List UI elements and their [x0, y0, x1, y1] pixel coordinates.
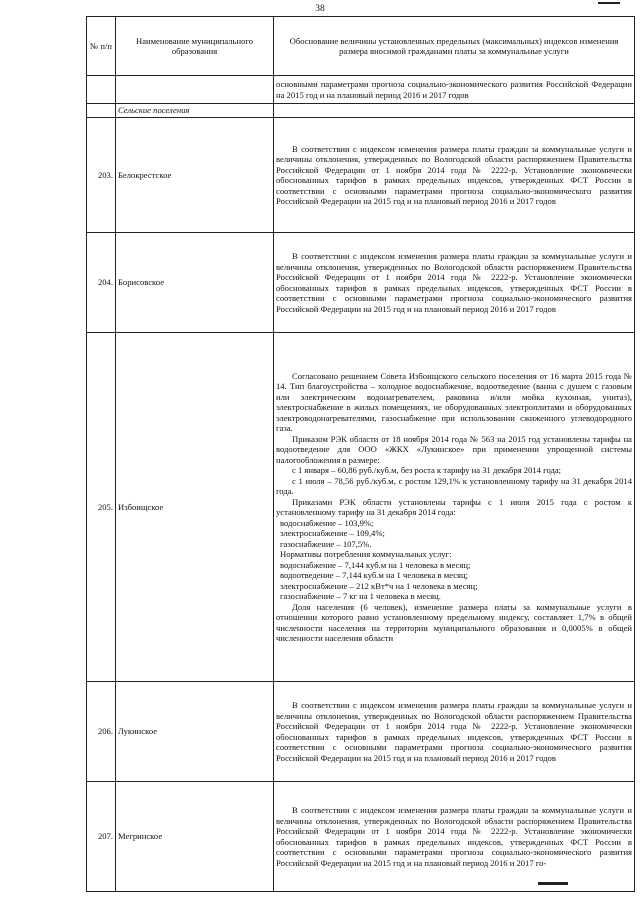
table-row-204 [87, 233, 635, 333]
municipality-name: Мегринское [116, 782, 274, 892]
continuation-paragraph: основными параметрами прогноза социально-экономического развития Российской Федерации на 2015 год и на плановый период 2016 и 2017 годов [276, 79, 632, 100]
row-number: 204. [87, 233, 116, 333]
basis-list-item: водоснабжение – 103,9%; [280, 517, 374, 528]
header-num: № п/п [87, 17, 116, 76]
table-row-205 [87, 333, 635, 682]
basis-list-item: водоснабжение – 7,144 куб.м на 1 человека в месяц; [280, 559, 471, 570]
table-row-203 [87, 118, 635, 233]
basis-list-item: Нормативы потребления коммунальных услуг: [280, 549, 452, 559]
basis-paragraph: с 1 июля – 78,56 руб./куб.м, с ростом 129,1% к установленному тарифу на 31 декабря 2014 года. [276, 475, 632, 496]
basis-paragraph: Доля населения (6 человек), изменение размера платы за коммунальные услуги в отношении которого равно установленному предельному индексу, составляет 1,7% в общей численности населения на территории муниципального образования и 0,0005% в общей численности населения области [276, 601, 632, 643]
basis-paragraph: Приказом РЭК области от 18 ноября 2014 года № 563 на 2015 год установлены тарифы на водоотведение для ООО «ЖКХ «Лукинское» при применении упрощенной системы налогообложения в размере: [276, 433, 632, 465]
municipality-name: Избоищское [116, 333, 274, 682]
bottom-mark [538, 882, 568, 885]
section-empty-cell [274, 104, 635, 118]
basis-paragraph: Согласовано решением Совета Избоищского сельского поселения от 16 марта 2015 года № 14. Тип благоустройства – холодное водоснабжение, водоотведение (ванна с душем с газовым или электрическим водонагревателем, раковина и/или мойка кухонная, унитаз), электроснабжение в жилых помещениях, не оборудованных электроплитами и оборудованных электроводонагревателями, газоснабжение при использовании сжиженного углеводородного газа. [276, 370, 632, 433]
basis-list-item: водоотведение – 7,144 куб.м на 1 человека в месяц; [280, 570, 468, 580]
municipality-name: Борисовское [116, 233, 274, 333]
row-number: 206. [87, 682, 116, 782]
table-row-207 [87, 782, 635, 892]
section-title: Сельские поселения [116, 104, 274, 118]
header-name: Наименование муниципального образования [116, 17, 274, 76]
basis-text [274, 233, 635, 333]
basis-paragraph: В соответствии с индексом изменения размера платы граждан за коммунальные услуги и величины отклонения, утвержденных по Вологодской области распоряжением Правительства Российской Федерации от 1 ноября 2014 года № 2222-р. Установление экономически обоснованных тарифов в рамках предельных индексов, утвержденных ФСТ России в соответствии с основными параметрами прогноза социально-экономического развития Российской Федерации на 2015 год и на плановый период 2016 и 2017 годов [276, 251, 632, 314]
basis-paragraph: Приказами РЭК области установлены тарифы с 1 июля 2015 года с ростом к установленному тарифу на 31 декабря 2014 года: [276, 496, 632, 517]
basis-paragraph: В соответствии с индексом изменения размера платы граждан за коммунальные услуги и величины отклонения, утвержденных по Вологодской области распоряжением Правительства Российской Федерации от 1 ноября 2014 года № 2222-р. Установление экономически обоснованных тарифов в рамках предельных индексов, утвержденных ФСТ России в соответствии с основными параметрами прогноза социально-экономического развития Российской Федерации на 2015 год и на плановый период 2016 и 2017 годов [276, 143, 632, 206]
section-num-cell [87, 104, 116, 118]
continuation-row [87, 76, 635, 104]
page-number: 38 [315, 4, 325, 14]
basis-list-item: электроснабжение – 212 кВт*ч на 1 человека в месяц; [280, 580, 478, 591]
municipality-name: Белокрестское [116, 118, 274, 233]
continuation-num-cell [87, 76, 116, 104]
basis-list-item: электроснабжение – 109,4%; [280, 528, 385, 538]
basis-paragraph: с 1 января – 60,86 руб./куб.м, без роста к тарифу на 31 декабря 2014 года; [292, 465, 562, 475]
section-row [87, 104, 635, 118]
basis-list-item: газоснабжение – 7 кг на 1 человека в месяц. [280, 591, 441, 601]
header-basis: Обоснование величины установленных предельных (максимальных) индексов изменения размера вносимой гражданами платы за коммунальные услуги [274, 17, 635, 76]
tariff-table [86, 16, 635, 892]
row-number: 203. [87, 118, 116, 233]
basis-text [274, 118, 635, 233]
row-number: 207. [87, 782, 116, 892]
basis-paragraph: В соответствии с индексом изменения размера платы граждан за коммунальные услуги и величины отклонения, утвержденных по Вологодской области распоряжением Правительства Российской Федерации от 1 ноября 2014 года № 2222-р. Установление экономически обоснованных тарифов в рамках предельных индексов, утвержденных ФСТ России в соответствии с основными параметрами прогноза социально-экономического развития Российской Федерации на 2015 год и на плановый период 2016 и 2017 го- [276, 805, 632, 868]
table-row-206 [87, 682, 635, 782]
basis-paragraph: В соответствии с индексом изменения размера платы граждан за коммунальные услуги и величины отклонения, утвержденных по Вологодской области распоряжением Правительства Российской Федерации от 1 ноября 2014 года № 2222-р. Установление экономически обоснованных тарифов в рамках предельных индексов, утвержденных ФСТ России в соответствии с основными параметрами прогноза социально-экономического развития Российской Федерации на 2015 год и на плановый период 2016 и 2017 годов [276, 700, 632, 763]
basis-list-item: газоснабжение – 107,5%. [280, 538, 372, 549]
continuation-text [274, 76, 635, 104]
table-header-row [87, 17, 635, 76]
row-number: 205. [87, 333, 116, 682]
basis-text [274, 682, 635, 782]
continuation-name-cell [116, 76, 274, 104]
basis-text [274, 333, 635, 682]
municipality-name: Лукинское [116, 682, 274, 782]
basis-text [274, 782, 635, 892]
